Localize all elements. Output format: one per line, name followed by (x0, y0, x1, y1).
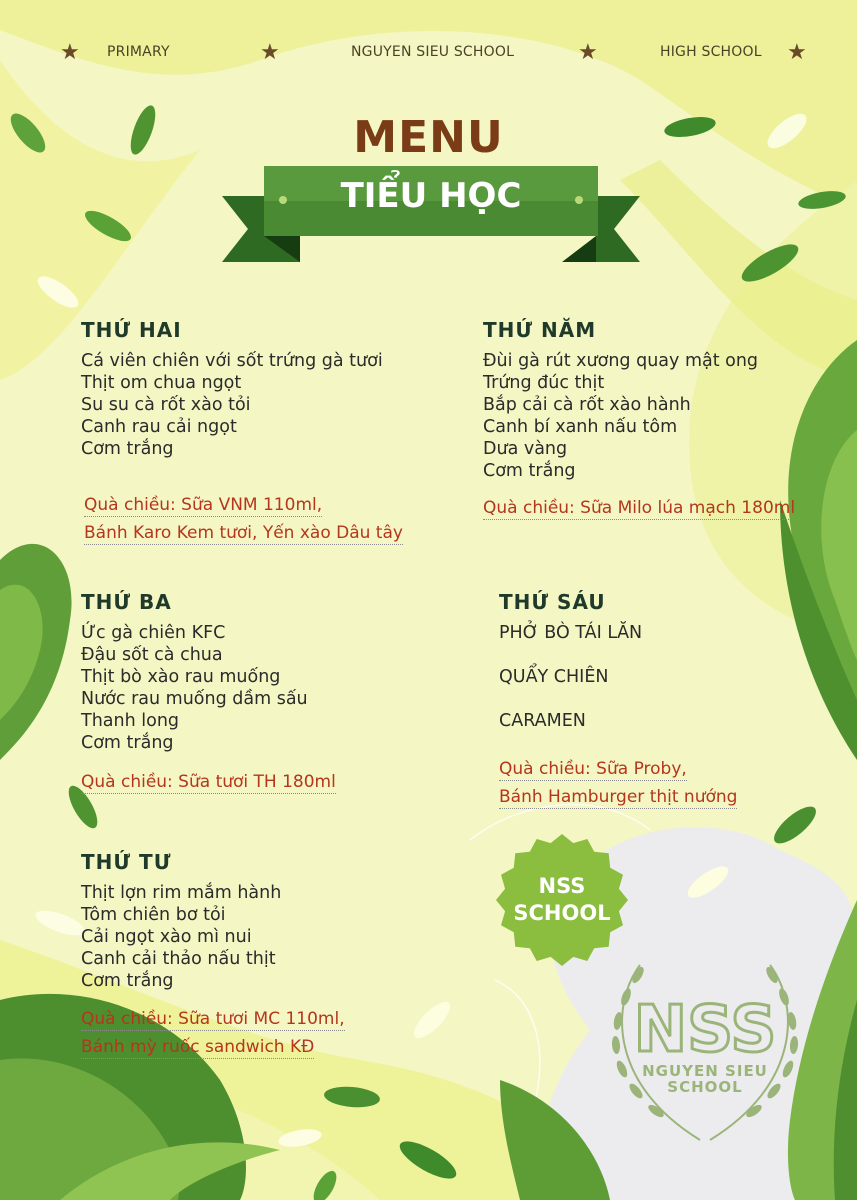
snack-line: Quà chiều: Sữa Milo lúa mạch 180ml (483, 498, 796, 518)
menu-item: Cơm trắng (81, 971, 174, 991)
menu-item: Tôm chiên bơ tỏi (81, 905, 226, 925)
day-thursday (483, 318, 795, 525)
afternoon-snack (499, 758, 737, 814)
badge-line: NSS (538, 874, 586, 898)
menu-item: Cải ngọt xào mì nui (81, 927, 252, 947)
badge-line: SCHOOL (513, 901, 611, 925)
header-primary: PRIMARY (107, 44, 170, 60)
day-heading: THỨ SÁU (499, 590, 606, 614)
menu-item: Canh rau cải ngọt (81, 417, 237, 437)
menu-item: Cơm trắng (81, 733, 174, 753)
snack-line: Bánh Hamburger thịt nướng (499, 787, 738, 807)
snack-line: Quà chiều: Sữa tươi MC 110ml, (81, 1009, 345, 1029)
day-friday (499, 590, 737, 814)
afternoon-snack (84, 494, 403, 550)
menu-item: Thanh long (81, 711, 180, 731)
afternoon-snack (81, 1008, 345, 1064)
menu-item: Thịt om chua ngọt (81, 373, 242, 393)
menu-item: Dưa vàng (483, 439, 568, 459)
menu-item: Bắp cải cà rốt xào hành (483, 395, 691, 415)
menu-item: Cơm trắng (81, 439, 174, 459)
menu-item: PHỞ BÒ TÁI LĂN (499, 623, 643, 643)
day-heading: THỨ TƯ (81, 850, 172, 874)
logo-line: NGUYEN SIEU (642, 1062, 768, 1080)
star-icon: ★ (60, 40, 80, 65)
menu-item: Su su cà rốt xào tỏi (81, 395, 251, 415)
afternoon-snack (81, 771, 336, 799)
menu-title: MENU (353, 112, 504, 163)
header-school: NGUYEN SIEU SCHOOL (351, 44, 515, 60)
badge-label (494, 873, 630, 927)
menu-item: Cá viên chiên với sốt trứng gà tươi (81, 351, 383, 371)
menu-item: Thịt bò xào rau muống (81, 667, 281, 687)
menu-item: Cơm trắng (483, 461, 576, 481)
menu-item: Đậu sốt cà chua (81, 645, 223, 665)
snack-line: Bánh Karo Kem tươi, Yến xào Dâu tây (84, 523, 403, 543)
day-heading: THỨ HAI (81, 318, 182, 342)
day-tuesday (81, 590, 336, 799)
logo-text (600, 1063, 810, 1095)
nss-logo (600, 945, 810, 1155)
day-heading: THỨ BA (81, 590, 172, 614)
snack-line: Bánh mỳ ruốc sandwich KĐ (81, 1037, 315, 1057)
logo-mark: NSS (633, 993, 777, 1067)
menu-item: Ức gà chiên KFC (81, 623, 226, 643)
snack-line: Quà chiều: Sữa Proby, (499, 759, 687, 779)
header-high-school: HIGH SCHOOL (660, 44, 762, 60)
star-icon: ★ (578, 40, 598, 65)
menu-item: Trứng đúc thịt (483, 373, 605, 393)
menu-item: Canh bí xanh nấu tôm (483, 417, 678, 437)
day-wednesday (81, 850, 345, 1064)
logo-line: SCHOOL (667, 1078, 743, 1096)
snack-line: Quà chiều: Sữa VNM 110ml, (84, 495, 323, 515)
menu-item: Canh cải thảo nấu thịt (81, 949, 276, 969)
afternoon-snack (483, 497, 795, 525)
menu-item: QUẨY CHIÊN (499, 667, 609, 687)
menu-item: CARAMEN (499, 711, 586, 731)
menu-item: Đùi gà rút xương quay mật ong (483, 351, 759, 371)
menu-item: Thịt lợn rim mắm hành (81, 883, 282, 903)
star-icon: ★ (260, 40, 280, 65)
day-monday (81, 318, 403, 550)
top-header (0, 40, 857, 65)
day-heading: THỨ NĂM (483, 318, 597, 342)
menu-item: Nước rau muống dầm sấu (81, 689, 308, 709)
star-icon: ★ (787, 40, 807, 65)
snack-line: Quà chiều: Sữa tươi TH 180ml (81, 772, 336, 792)
ribbon-subtitle: TIỂU HỌC (340, 176, 522, 216)
